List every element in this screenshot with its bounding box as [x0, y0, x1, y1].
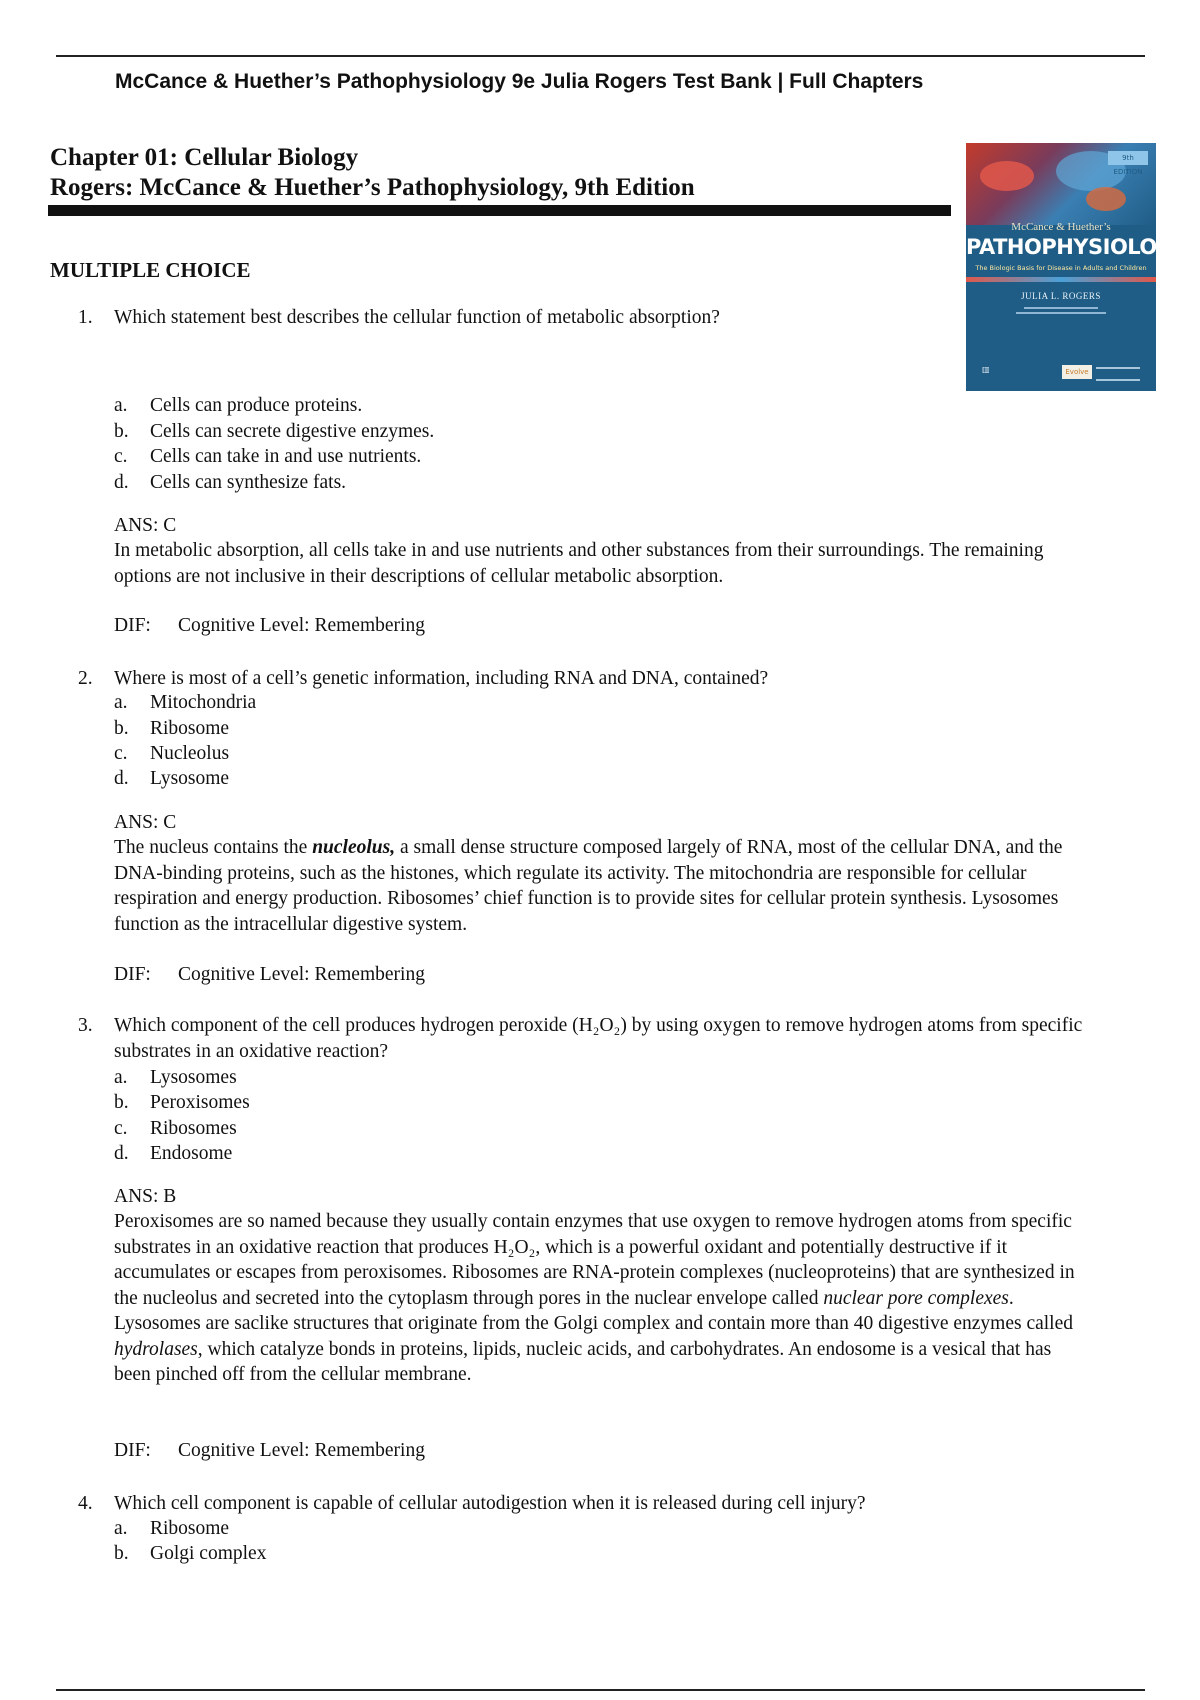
answer-option: [114, 741, 1014, 767]
cover-evolve-logo: Evolve: [1062, 365, 1092, 379]
rationale-text-part: , which catalyze bonds in proteins, lipids, nucleic acids, and carbohydrates. An endosome is a vesical that has been pinched off from the cellular membrane.: [114, 1338, 1052, 1385]
difficulty-label: DIF:: [114, 1440, 151, 1461]
rationale-text-part: Peroxisomes are so named because they usually contain enzymes that use oxygen to remove hydrogen atoms from specific substrates in an oxidative reaction that produces H₂O₂, which is a powerful oxidant and potentially destructive if it accumulates or escapes from peroxisomes. Ribosomes are RNA-protein complexes (nucleoproteins) that are synthesized in the nucleolus and secreted into the cytoplasm through pores in the nuclear envelope called: [114, 1211, 1075, 1309]
answer-option: [114, 716, 1014, 742]
book-title: Rogers: McCance & Huether’s Pathophysiology, 9th Edition: [50, 174, 695, 201]
option-text: Peroxisomes: [150, 1092, 250, 1113]
answer-option: [114, 690, 1014, 716]
cover-author: JULIA L. ROGERS: [1021, 291, 1101, 301]
top-rule: [56, 55, 1145, 57]
option-letter: c.: [114, 1118, 128, 1139]
question-text: Where is most of a cell’s genetic information, including RNA and DNA, contained?: [114, 668, 769, 689]
cover-edition-badge: 9th EDITION: [1108, 151, 1148, 165]
rationale-text-part: a small dense structure composed largely of RNA, most of the cellular DNA, and the DNA-binding proteins, such as the histones, which regulate its activity. The mitochondria are responsible for cellular respiration and energy production. Ribosomes’ chief function is to provide sites for cellular protein synthesis. Lysosomes function as the intracellular digestive system.: [114, 837, 1063, 935]
option-letter: b.: [114, 1543, 129, 1564]
option-text: Golgi complex: [150, 1543, 267, 1564]
difficulty-value: Cognitive Level: Remembering: [178, 615, 425, 636]
option-letter: a.: [114, 1067, 128, 1088]
option-text: Ribosomes: [150, 1118, 237, 1139]
question-number: 3.: [78, 1015, 93, 1036]
bottom-rule: [56, 1689, 1145, 1691]
question-number: 2.: [78, 668, 93, 689]
rationale-emphasis: hydrolases: [114, 1338, 198, 1360]
option-text: Mitochondria: [150, 692, 257, 713]
option-letter: d.: [114, 472, 129, 493]
chapter-rule: [48, 205, 951, 216]
question-number: 4.: [78, 1493, 93, 1514]
option-text: Lysosome: [150, 768, 230, 789]
option-letter: a.: [114, 692, 128, 713]
question-number: 1.: [78, 307, 93, 328]
option-text: Cells can secrete digestive enzymes.: [150, 421, 435, 442]
option-letter: b.: [114, 421, 129, 442]
difficulty-label: DIF:: [114, 964, 151, 985]
option-text: Cells can take in and use nutrients.: [150, 446, 422, 467]
answer-option: [114, 444, 1014, 470]
book-cover-image: [966, 143, 1188, 391]
section-heading: MULTIPLE CHOICE: [50, 258, 251, 282]
option-letter: b.: [114, 1092, 129, 1113]
rationale-emphasis: nuclear pore complexes: [823, 1287, 1009, 1309]
option-letter: d.: [114, 1143, 129, 1164]
answer-key: ANS: C: [114, 515, 177, 536]
difficulty-value: Cognitive Level: Remembering: [178, 1440, 425, 1461]
publisher-logo-icon: ▥: [982, 365, 990, 374]
cover-cell-shape: [1086, 187, 1126, 211]
question-text: Which component of the cell produces hydrogen peroxide (H₂O₂) by using oxygen to remove hydrogen atoms from specific substrates in an oxidative reaction?: [114, 1015, 1083, 1062]
rationale-text-part: The nucleus contains the: [114, 837, 313, 858]
difficulty-line: [114, 1438, 425, 1464]
option-text: Cells can synthesize fats.: [150, 472, 347, 493]
answer-option: [114, 1141, 1014, 1167]
option-text: Endosome: [150, 1143, 233, 1164]
difficulty-line: [114, 613, 425, 639]
option-text: Lysosomes: [150, 1067, 237, 1088]
answer-option: [114, 1541, 1014, 1567]
answer-option: [114, 1516, 1014, 1542]
option-letter: c.: [114, 743, 128, 764]
cover-title: PATHOPHYSIOLOGY: [966, 235, 1188, 259]
answer-option: [114, 393, 1014, 419]
rationale-text: [114, 835, 1086, 937]
cover-fine-print: [1096, 367, 1140, 381]
answer-option: [114, 1065, 1014, 1091]
answer-option: [114, 1116, 1014, 1142]
answer-key: ANS: C: [114, 812, 177, 833]
rationale-emphasis: nucleolus,: [312, 837, 396, 858]
answer-option: [114, 766, 1014, 792]
answer-option: [114, 1090, 1014, 1116]
difficulty-line: [114, 962, 425, 988]
option-letter: a.: [114, 395, 128, 416]
option-text: Ribosome: [150, 718, 230, 739]
chapter-heading: [50, 143, 950, 203]
option-letter: d.: [114, 768, 129, 789]
option-letter: b.: [114, 718, 129, 739]
rationale-text-part: . Lysosomes are saclike structures that originate from the Golgi complex and contain more than 40 digestive enzymes called: [114, 1287, 1074, 1334]
option-text: Cells can produce proteins.: [150, 395, 363, 416]
cover-series: McCance & Huether’s: [1011, 221, 1111, 233]
option-text: Ribosome: [150, 1518, 230, 1539]
cover-stripe: [966, 277, 1156, 282]
difficulty-value: Cognitive Level: Remembering: [178, 964, 425, 985]
option-letter: c.: [114, 446, 128, 467]
answer-key: ANS: B: [114, 1186, 177, 1207]
document-header-title: McCance & Huether’s Pathophysiology 9e Julia Rogers Test Bank | Full Chapters: [115, 70, 924, 93]
rationale-text: In metabolic absorption, all cells take in and use nutrients and other substances from their surroundings. The remaining options are not inclusive in their descriptions of cellular metabolic absorption.: [114, 540, 1044, 587]
answer-option: [114, 470, 1014, 496]
question-text: Which cell component is capable of cellular autodigestion when it is released during cell injury?: [114, 1493, 866, 1514]
question-text: Which statement best describes the cellular function of metabolic absorption?: [114, 307, 720, 328]
chapter-title: Chapter 01: Cellular Biology: [50, 144, 359, 171]
rationale-text: [114, 1209, 1086, 1388]
option-letter: a.: [114, 1518, 128, 1539]
difficulty-label: DIF:: [114, 615, 151, 636]
cover-subtitle: The Biologic Basis for Disease in Adults and Children: [975, 264, 1147, 272]
cover-cell-shape: [980, 161, 1034, 191]
option-text: Nucleolus: [150, 743, 230, 764]
answer-option: [114, 419, 1014, 445]
